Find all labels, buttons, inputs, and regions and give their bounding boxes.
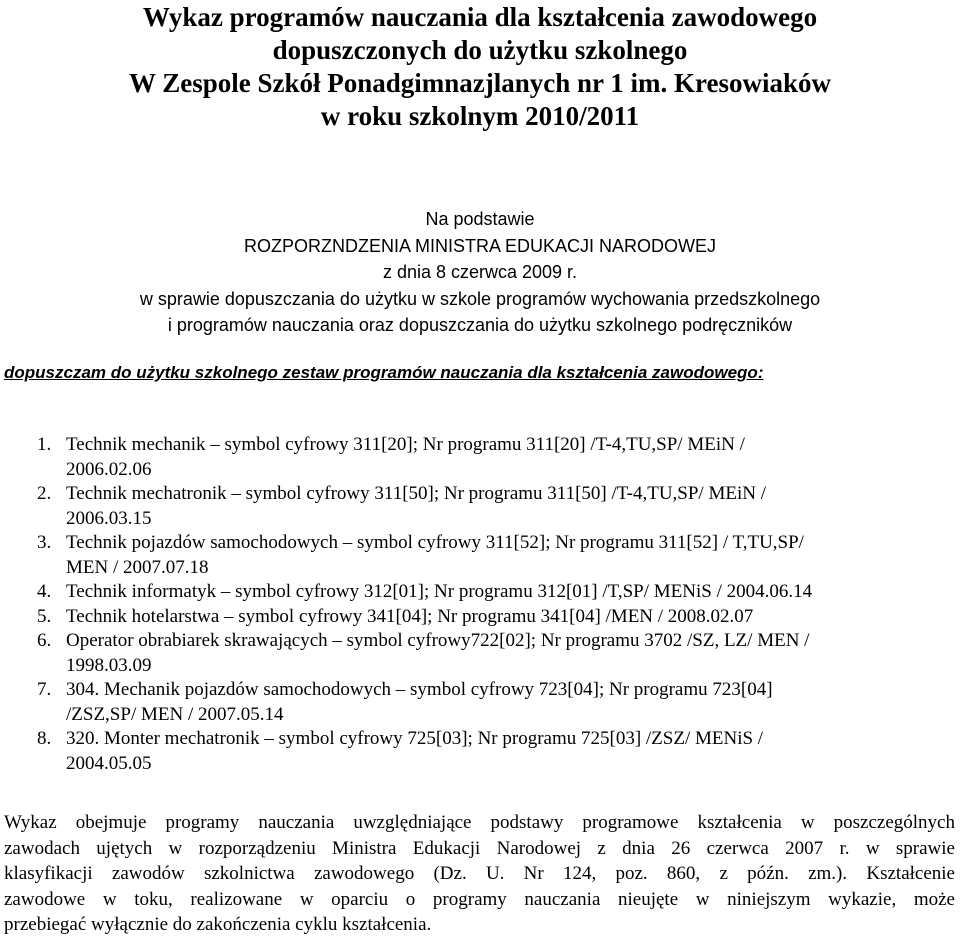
program-number: 7. xyxy=(37,679,52,700)
program-number: 2. xyxy=(37,483,52,504)
program-text: /ZSZ,SP/ MEN / 2007.05.14 xyxy=(66,703,284,725)
document-title xyxy=(0,1,960,133)
program-text: Technik pojazdów samochodowych – symbol cyfrowy 311[52]; Nr programu 311[52] / T,TU,SP/ xyxy=(66,532,804,553)
program-text: Technik mechatronik – symbol cyfrowy 311[50]; Nr programu 311[50] /T-4,TU,SP/ MEiN / xyxy=(66,483,766,504)
program-item xyxy=(0,580,960,605)
program-text: Technik mechanik – symbol cyfrowy 311[20]; Nr programu 311[20] /T-4,TU,SP/ MEiN / xyxy=(66,434,745,455)
program-text: Operator obrabiarek skrawających – symbol cyfrowy722[02]; Nr programu 3702 /SZ, LZ/ MEN / xyxy=(66,630,810,651)
program-text: Technik informatyk – symbol cyfrowy 312[01]; Nr programu 312[01] /T,SP/ MENiS / 2004.06.14 xyxy=(66,581,813,602)
program-number: 5. xyxy=(37,605,52,627)
program-number: 4. xyxy=(37,581,52,602)
footer-line: przebiegać wyłącznie do zakończenia cyklu kształcenia. xyxy=(4,914,432,935)
title-line: W Zespole Szkół Ponadgimnazjlanych nr 1 im. Kresowiaków xyxy=(128,68,832,98)
program-item xyxy=(0,531,960,580)
program-number: 1. xyxy=(37,434,52,455)
program-list xyxy=(0,433,960,776)
title-line: dopuszczonych do użytku szkolnego xyxy=(272,35,688,65)
program-text: MEN / 2007.07.18 xyxy=(66,556,209,578)
approval-statement: dopuszczam do użytku szkolnego zestaw programów nauczania dla kształcenia zawodowego: xyxy=(4,363,764,382)
program-text: 2004.05.05 xyxy=(66,752,152,774)
title-line: Wykaz programów nauczania dla kształcenia zawodowego xyxy=(142,2,818,32)
basis-line: w sprawie dopuszczania do użytku w szkole programów wychowania przedszkolnego xyxy=(139,288,821,309)
legal-basis xyxy=(0,206,960,339)
basis-line: Na podstawie xyxy=(425,209,535,229)
program-text: 320. Monter mechatronik – symbol cyfrowy 725[03]; Nr programu 725[03] /ZSZ/ MENiS / xyxy=(66,728,764,749)
program-text: 2006.03.15 xyxy=(66,507,152,529)
basis-line: i programów nauczania oraz dopuszczania do użytku szkolnego podręczników xyxy=(167,315,793,335)
program-item xyxy=(0,482,960,531)
title-line: w roku szkolnym 2010/2011 xyxy=(320,101,640,131)
program-text: Technik hotelarstwa – symbol cyfrowy 341[04]; Nr programu 341[04] /MEN / 2008.02.07 xyxy=(66,605,754,627)
program-text: 304. Mechanik pojazdów samochodowych – symbol cyfrowy 723[04]; Nr programu 723[04] xyxy=(66,679,773,700)
footer-line: zawodach ujętych w rozporządzeniu Ministra Edukacji Narodowej z dnia 26 czerwca 2007 r. w sprawie xyxy=(4,837,955,859)
program-item xyxy=(0,605,960,630)
footer-line: klasyfikacji zawodów szkolnictwa zawodowego (Dz. U. Nr 124, poz. 860, z późn. zm.). Kształcenie xyxy=(4,863,955,884)
program-text: 2006.02.06 xyxy=(66,458,152,480)
program-number: 3. xyxy=(37,532,52,553)
program-item xyxy=(0,629,960,678)
basis-line: z dnia 8 czerwca 2009 r. xyxy=(382,262,578,282)
basis-line: ROZPORZNDZENIA MINISTRA EDUKACJI NARODOWEJ xyxy=(243,235,717,256)
footer-line: Wykaz obejmuje programy nauczania uwzględniające podstawy programowe kształcenia w poszczególnych xyxy=(4,812,955,833)
footer-note xyxy=(4,810,955,938)
program-number: 6. xyxy=(37,630,52,651)
program-number: 8. xyxy=(37,728,52,749)
program-text: 1998.03.09 xyxy=(66,654,152,676)
program-item xyxy=(0,433,960,482)
program-item xyxy=(0,678,960,727)
program-item xyxy=(0,727,960,776)
footer-line: zawodowe w toku, realizowane w oparciu o programy nauczania nieujęte w niniejszym wykazie, może xyxy=(4,888,955,910)
